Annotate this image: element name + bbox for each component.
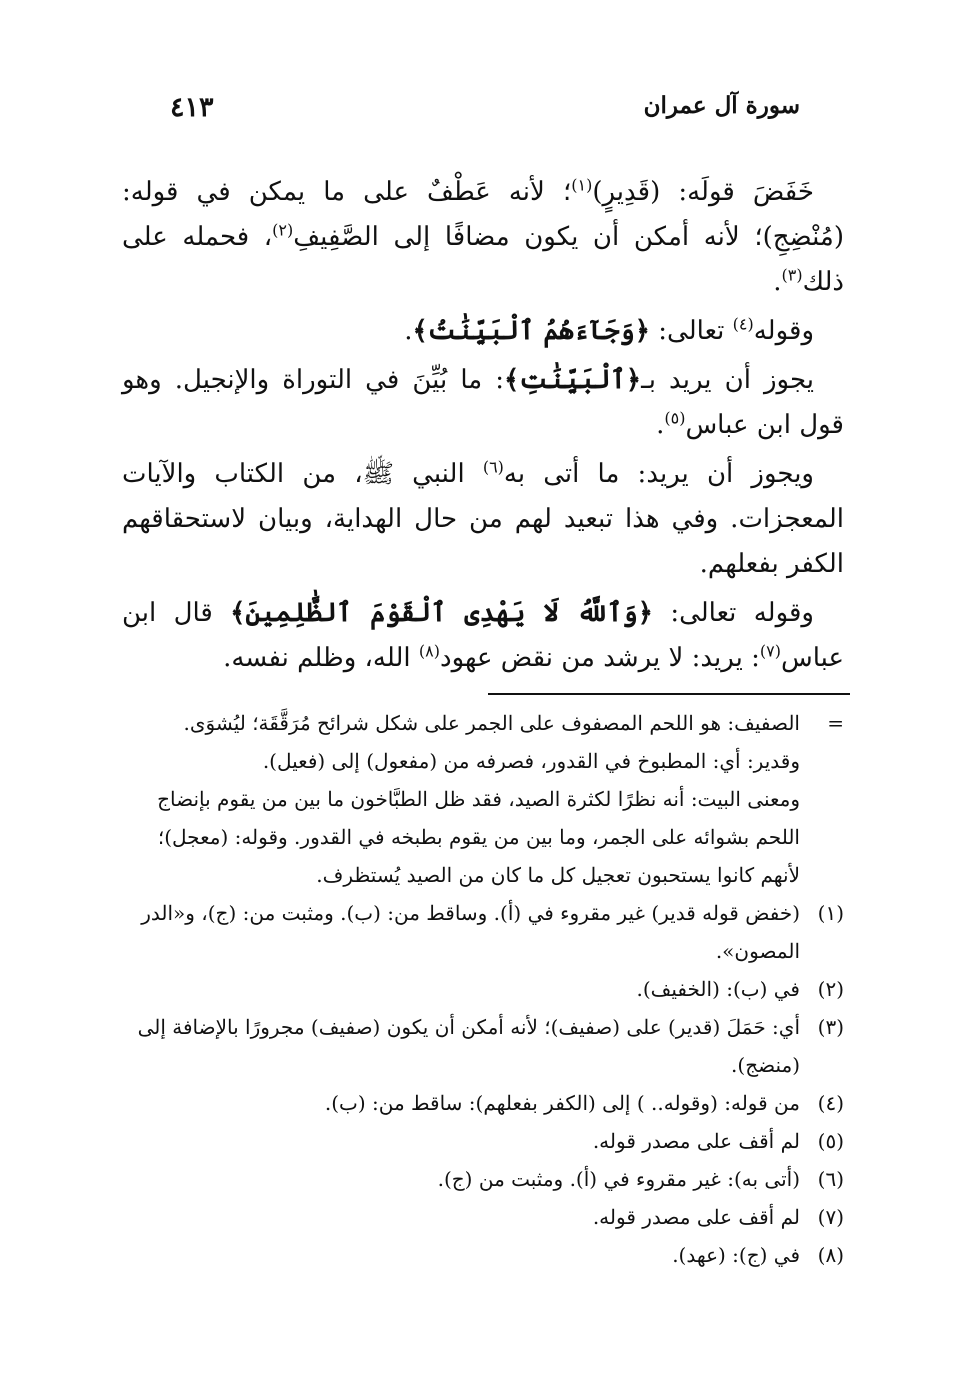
paragraph-2: وقوله$^{(٤)}$ تعالى: ﴿وَجَآءَهُمُ ٱلْبَيِّنَٰتُ﴾.	[404, 314, 814, 346]
footnote-text: (أتى به): غير مقروء في (أ). ومثبت من (ج).	[437, 1167, 800, 1191]
footnote-number: (٨)	[817, 1243, 844, 1267]
quran-verse: ﴿وَٱللَّهُ لَا يَهْدِى ٱلْقَوْمَ ٱلظَّٰلِمِينَ﴾	[230, 598, 653, 628]
footnote-7	[122, 1198, 844, 1236]
footnote-number: (٦)	[817, 1167, 844, 1191]
footnote-number: (١)	[817, 901, 844, 925]
quran-verse: ﴿وَجَآءَهُمُ ٱلْبَيِّنَٰتُ﴾	[412, 316, 651, 346]
paragraph-4: ويجوز أن يريد: ما أتى به$^{(٦)}$ النبي ﷺ، من الكتاب والآيات المعجزات. وفي هذا تبعيد لهم من حال الهداية، وبيان لاستحقاقهم الكفر بفعلهم.	[122, 457, 844, 579]
footnote-divider	[488, 693, 850, 695]
quran-verse: ﴿ٱلْبَيِّنَٰتِ﴾	[504, 365, 642, 395]
footnote-number: (٧)	[817, 1205, 844, 1229]
footnote-line: ومعنى البيت: أنه نظرًا لكثرة الصيد، فقد ظل الطبَّاخون ما بين من يقوم بإنضاج اللحم بشوائه على الجمر، وما بين من يقوم بطبخه في القدور. وقوله: (معجل)؛ لأنهم كانوا يستحبون تعجيل كل ما كان من الصيد يُستظرف.	[157, 787, 800, 887]
footnote-ref: (٦)	[482, 457, 504, 477]
paragraph-5: وقوله تعالى: ﴿وَٱللَّهُ لَا يَهْدِى ٱلْقَوْمَ ٱلظَّٰلِمِينَ﴾ قال ابن عباس$^{(٧)}$: يريد: لا يرشد من نقض عهود$^{(٨)}$ الله، وظلم نفسه.	[122, 598, 844, 673]
footnote-text: من قوله: (وقوله.. ) إلى (الكفر بفعلهم): ساقط من: (ب).	[324, 1091, 800, 1115]
surah-title: سورة آل عمران	[643, 92, 800, 119]
footnote-number: (٣)	[817, 1015, 844, 1039]
footnote-ref: (٧)	[759, 641, 781, 661]
footnote-line: الصفيف: هو اللحم المصفوف على الجمر على شكل شرائح مُرَقَّقَة؛ ليُشوَى.	[183, 711, 800, 735]
footnote-ref: (١)	[571, 175, 593, 195]
page-number: ٤١٣	[170, 92, 214, 123]
footnote-4	[122, 1084, 844, 1122]
continuation-marker: =	[827, 711, 844, 735]
footnote-text: في (ج): (عهد).	[672, 1243, 800, 1267]
footnote-8	[122, 1236, 844, 1274]
footnote-line: وقدير: أي: المطبوخ في القدور، فصرفه من (مفعول) إلى (فعيل).	[262, 749, 800, 773]
footnote-number: (٢)	[817, 977, 844, 1001]
footnote-ref: (٤)	[732, 314, 754, 334]
paragraph-3: يجوز أن يريد بـ﴿ٱلْبَيِّنَٰتِ﴾: ما بُيِّنَ في التوراة والإنجيل. وهو قول ابن عباس$^{(٥)}$.	[122, 365, 844, 440]
footnote-continuation	[122, 704, 844, 894]
footnote-2	[122, 970, 844, 1008]
footnote-3	[122, 1008, 844, 1084]
footnote-text: في (ب): (الخفيف).	[636, 977, 800, 1001]
footnote-number: (٥)	[817, 1129, 844, 1153]
footnote-number: (٤)	[817, 1091, 844, 1115]
footnote-text: (خفض قوله قدير) غير مقروء في (أ). وساقط من: (ب). ومثبت من: (ج)، و«الدر المصون».	[141, 901, 800, 963]
footnote-1	[122, 894, 844, 970]
footnote-ref: (٢)	[272, 220, 294, 240]
footnote-ref: (٣)	[781, 265, 803, 285]
footnotes	[122, 704, 844, 1274]
paragraph-1: خَفَضَ قولَه: (قَدِيرٍ)$^{(١)}$؛ لأنه عَطْفٌ على ما يمكن في قوله: (مُنْضِجِ)؛ لأنه أمكن أن يكون مضافًا إلى الصَّفِيفِ$^{(٢)}$، فحمله على ذلك$^{(٣)}$.	[122, 175, 844, 297]
footnote-6	[122, 1160, 844, 1198]
footnote-text: لم أقف على مصدر قوله.	[592, 1129, 800, 1153]
footnote-text: لم أقف على مصدر قوله.	[592, 1205, 800, 1229]
footnote-text: أي: حَمَلَ (قدير) على (صفيف)؛ لأنه أمكن أن يكون (صفيف) مجرورًا بالإضافة إلى (منضج).	[137, 1015, 800, 1077]
footnote-ref: (٨)	[418, 641, 440, 661]
footnote-5	[122, 1122, 844, 1160]
page-header	[170, 92, 800, 136]
main-text	[122, 170, 844, 685]
footnote-ref: (٥)	[664, 408, 686, 428]
